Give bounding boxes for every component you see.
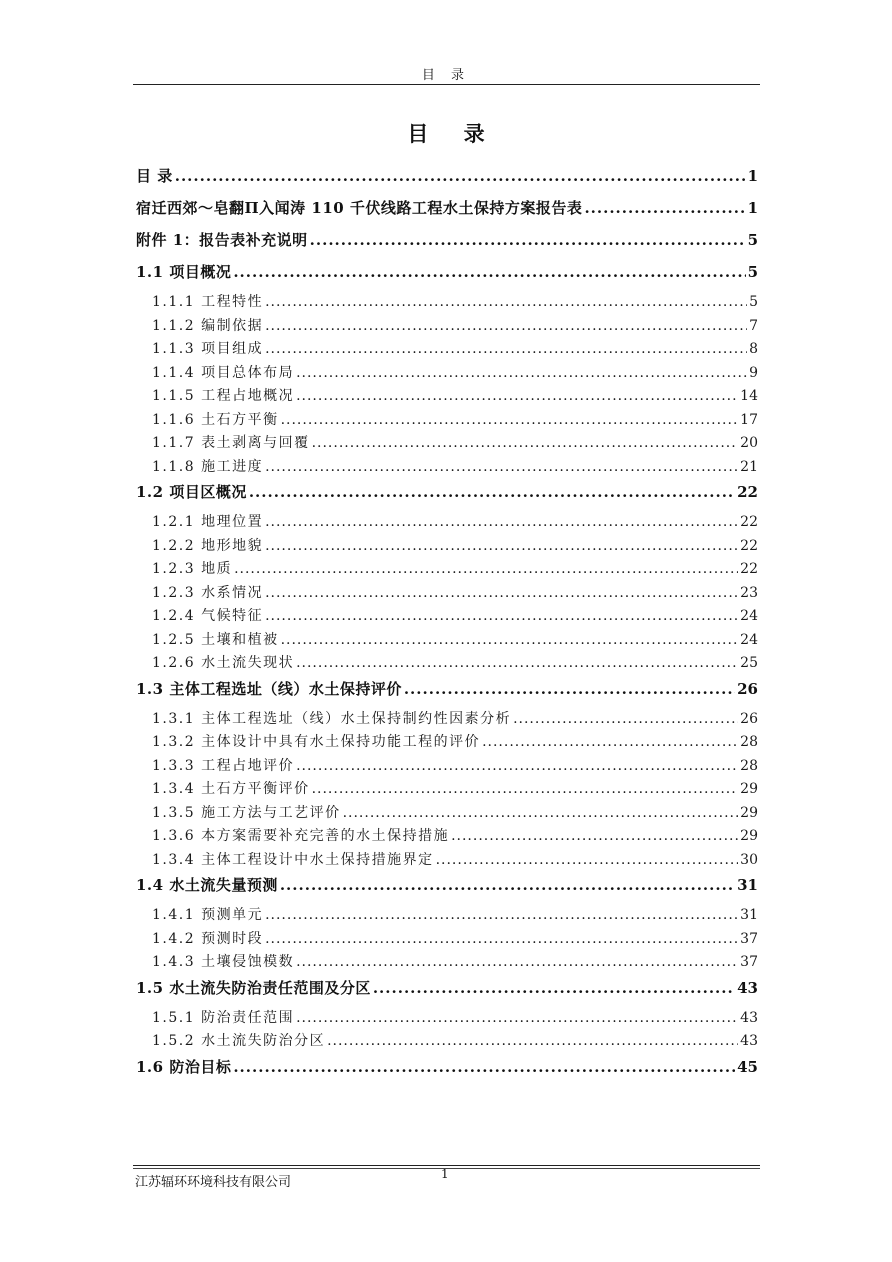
toc-dot-leader	[265, 605, 738, 629]
toc-dot-leader	[404, 676, 735, 702]
toc-entry-section[interactable]	[133, 755, 758, 779]
toc-entry-title: 1.3.5 施工方法与工艺评价	[152, 804, 341, 821]
toc-entry-section[interactable]	[133, 825, 758, 849]
toc-dot-leader	[296, 362, 747, 386]
toc-entry-page: 31	[737, 876, 758, 894]
toc-entry-section[interactable]	[133, 409, 758, 433]
toc-entry-section[interactable]	[133, 802, 758, 826]
toc-dot-leader	[265, 338, 747, 362]
toc-entry-section[interactable]	[133, 708, 758, 732]
toc-entry-title: 1.4.2 预测时段	[152, 930, 264, 947]
toc-entry-title: 1.1.6 土石方平衡	[152, 411, 279, 428]
toc-entry-title: 1.3.4 主体工程设计中水土保持措施界定	[152, 851, 434, 868]
toc-entry-title: 1.3.1 主体工程选址（线）水土保持制约性因素分析	[152, 710, 512, 727]
toc-entry-page: 29	[740, 804, 758, 821]
toc-entry-page: 5	[749, 294, 758, 310]
toc-entry-page: 9	[749, 364, 758, 381]
toc-entry-page: 1	[747, 199, 758, 217]
toc-entry-page: 31	[740, 907, 758, 923]
toc-entry-title: 宿迁西郊～皂翻Π入闻涛 110 千伏线路工程水土保持方案报告表	[136, 199, 583, 217]
toc-entry-title: 1.1.2 编制依据	[152, 317, 264, 334]
toc-entry-chapter[interactable]	[133, 259, 758, 291]
toc-entry-section[interactable]	[133, 315, 758, 339]
toc-entry-title: 1.1.4 项目总体布局	[152, 364, 295, 381]
toc-entry-section[interactable]	[133, 291, 758, 315]
toc-entry-chapter[interactable]	[133, 676, 758, 708]
toc-entry-page: 37	[740, 954, 758, 970]
toc-dot-leader	[343, 802, 739, 826]
toc-entry-page: 23	[740, 584, 758, 601]
toc-entry-page: 29	[740, 781, 758, 797]
toc-dot-leader	[436, 849, 739, 873]
header-rule	[133, 84, 760, 85]
toc-dot-leader	[373, 975, 735, 1001]
toc-entry-page: 7	[749, 317, 758, 334]
toc-entry-title: 1.3.3 工程占地评价	[152, 757, 295, 774]
toc-entry-title: 1.1.8 施工进度	[152, 458, 264, 475]
toc-dot-leader	[312, 778, 739, 802]
toc-entry-page: 17	[740, 411, 758, 428]
toc-dot-leader	[327, 1030, 738, 1054]
toc-entry-section[interactable]	[133, 605, 758, 629]
toc-dot-leader	[234, 558, 738, 582]
toc-dot-leader	[296, 951, 738, 975]
toc-dot-leader	[312, 432, 739, 456]
toc-dot-leader	[310, 227, 746, 253]
toc-entry-section[interactable]	[133, 535, 758, 559]
toc-dot-leader	[281, 409, 739, 433]
footer-company: 江苏辐环环境科技有限公司	[135, 1175, 292, 1190]
toc-entry-chapter[interactable]	[133, 163, 758, 195]
toc-entry-section[interactable]	[133, 731, 758, 755]
toc-entry-title: 目 录	[136, 167, 173, 185]
toc-entry-section[interactable]	[133, 511, 758, 535]
toc-entry-chapter[interactable]	[133, 872, 758, 904]
toc-dot-leader	[265, 535, 738, 559]
toc-entry-title: 1.4.3 土壤侵蚀模数	[152, 954, 295, 970]
toc-entry-section[interactable]	[133, 558, 758, 582]
toc-entry-title: 1.1 项目概况	[136, 263, 232, 281]
toc-entry-title: 1.5.1 防治责任范围	[152, 1009, 295, 1026]
toc-dot-leader	[233, 1054, 735, 1080]
toc-entry-title: 1.2.1 地理位置	[152, 514, 264, 530]
toc-entry-page: 22	[740, 514, 758, 530]
toc-dot-leader	[249, 479, 735, 505]
toc-entry-title: 1.2 项目区概况	[136, 483, 247, 501]
toc-dot-leader	[233, 259, 745, 285]
toc-dot-leader	[296, 755, 738, 779]
toc-entry-section[interactable]	[133, 778, 758, 802]
toc-entry-title: 1.2.3 地质	[152, 561, 233, 577]
toc-entry-title: 1.3.4 土石方平衡评价	[152, 781, 310, 797]
running-header: 目 录	[421, 68, 471, 83]
toc-entry-page: 26	[740, 710, 758, 727]
toc-entry-section[interactable]	[133, 582, 758, 606]
toc-dot-leader	[265, 904, 738, 928]
toc-entry-title: 1.4 水土流失量预测	[136, 876, 278, 894]
toc-entry-page: 28	[740, 757, 758, 774]
toc-entry-title: 1.3 主体工程选址（线）水土保持评价	[136, 679, 402, 698]
toc-entry-page: 22	[737, 483, 758, 501]
toc-entry-page: 29	[740, 828, 758, 844]
toc-entry-page: 43	[740, 1033, 758, 1049]
page-title: 目 录	[407, 121, 499, 146]
toc-entry-title: 1.3.6 本方案需要补充完善的水土保持措施	[152, 828, 450, 844]
toc-dot-leader	[584, 195, 745, 221]
toc-entry-chapter[interactable]	[133, 195, 758, 227]
toc-entry-page: 5	[747, 263, 758, 281]
toc-entry-section[interactable]	[133, 629, 758, 653]
toc-entry-title: 1.1.3 项目组成	[152, 341, 264, 357]
toc-dot-leader	[175, 163, 746, 189]
toc-entry-title: 1.1.5 工程占地概况	[152, 388, 295, 404]
toc-entry-title: 附件 1：报告表补充说明	[136, 231, 308, 249]
toc-entry-title: 1.2.5 土壤和植被	[152, 631, 279, 648]
table-of-contents	[133, 163, 758, 1086]
toc-dot-leader	[296, 652, 738, 676]
toc-entry-section[interactable]	[133, 338, 758, 362]
toc-dot-leader	[280, 872, 735, 898]
toc-entry-page: 14	[740, 388, 758, 404]
toc-entry-section[interactable]	[133, 849, 758, 873]
toc-entry-page: 22	[740, 537, 758, 554]
toc-dot-leader	[265, 315, 747, 339]
toc-entry-page: 22	[740, 561, 758, 577]
toc-entry-page: 8	[749, 341, 758, 357]
page-number: 1	[441, 1167, 449, 1181]
toc-entry-title: 1.2.2 地形地貌	[152, 537, 264, 554]
toc-entry-chapter[interactable]	[133, 1054, 758, 1086]
toc-entry-section[interactable]	[133, 385, 758, 409]
toc-entry-section[interactable]	[133, 432, 758, 456]
toc-entry-title: 1.4.1 预测单元	[152, 907, 264, 923]
toc-entry-title: 1.6 防治目标	[136, 1057, 232, 1076]
toc-entry-section[interactable]	[133, 652, 758, 676]
footer-rule	[133, 1165, 760, 1166]
toc-dot-leader	[513, 708, 738, 732]
toc-entry-page: 30	[740, 851, 758, 868]
toc-entry-title: 1.5.2 水土流失防治分区	[152, 1033, 326, 1049]
toc-entry-page: 43	[737, 978, 758, 997]
toc-entry-section[interactable]	[133, 362, 758, 386]
toc-entry-page: 43	[740, 1009, 758, 1026]
toc-entry-section[interactable]	[133, 928, 758, 952]
toc-entry-page: 26	[737, 679, 758, 698]
toc-dot-leader	[482, 731, 738, 755]
toc-entry-section[interactable]	[133, 951, 758, 975]
toc-dot-leader	[265, 291, 747, 315]
toc-entry-page: 20	[740, 435, 758, 451]
toc-entry-title: 1.3.2 主体设计中具有水土保持功能工程的评价	[152, 734, 481, 750]
toc-dot-leader	[451, 825, 738, 849]
toc-entry-page: 25	[740, 655, 758, 671]
toc-entry-page: 24	[740, 608, 758, 624]
toc-dot-leader	[296, 385, 738, 409]
toc-entry-chapter[interactable]	[133, 975, 758, 1007]
toc-dot-leader	[296, 1007, 738, 1031]
toc-entry-title: 1.2.3 水系情况	[152, 584, 264, 601]
toc-dot-leader	[265, 928, 738, 952]
toc-entry-title: 1.1.1 工程特性	[152, 294, 264, 310]
toc-entry-title: 1.2.6 水土流失现状	[152, 655, 295, 671]
toc-entry-page: 5	[747, 231, 758, 249]
toc-dot-leader	[265, 511, 738, 535]
toc-entry-page: 1	[747, 167, 758, 185]
toc-entry-section[interactable]	[133, 456, 758, 480]
toc-entry-chapter[interactable]	[133, 227, 758, 259]
toc-dot-leader	[265, 456, 738, 480]
toc-entry-title: 1.1.7 表土剥离与回覆	[152, 435, 310, 451]
toc-dot-leader	[281, 629, 739, 653]
toc-entry-section[interactable]	[133, 1007, 758, 1031]
toc-entry-page: 45	[737, 1057, 758, 1076]
toc-entry-page: 28	[740, 734, 758, 750]
toc-entry-page: 37	[740, 930, 758, 947]
toc-entry-page: 24	[740, 631, 758, 648]
toc-entry-section[interactable]	[133, 1030, 758, 1054]
toc-entry-page: 21	[740, 458, 758, 475]
toc-entry-chapter[interactable]	[133, 479, 758, 511]
toc-entry-title: 1.2.4 气候特征	[152, 608, 264, 624]
toc-entry-title: 1.5 水土流失防治责任范围及分区	[136, 978, 371, 997]
toc-dot-leader	[265, 582, 738, 606]
toc-entry-section[interactable]	[133, 904, 758, 928]
